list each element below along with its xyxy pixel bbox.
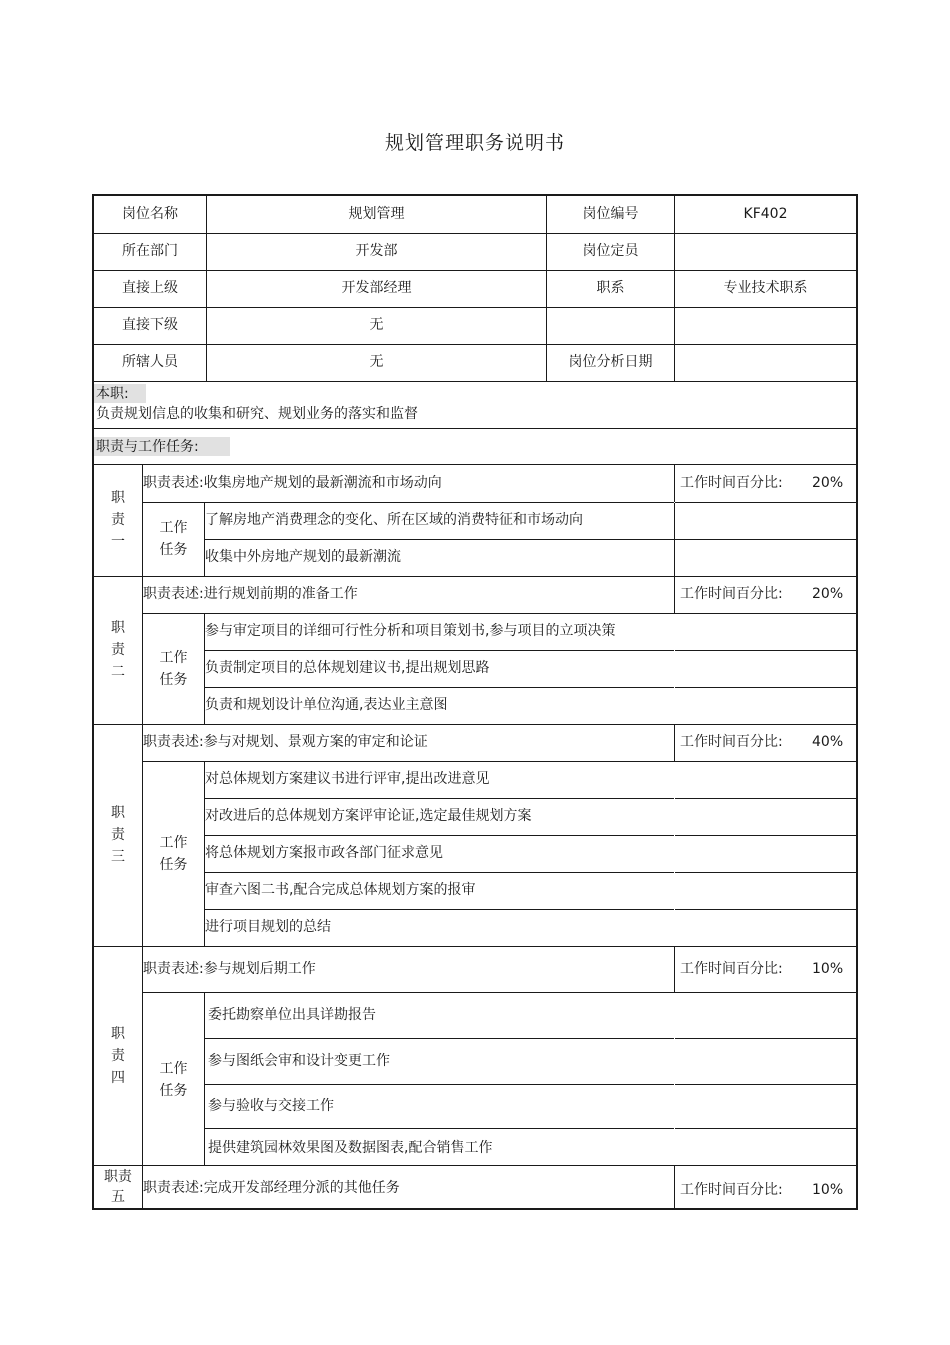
work-task: 提供建筑园林效果图及数据图表,配合销售工作 — [208, 1140, 493, 1156]
time-percent-label: 工作时间百分比: — [680, 734, 783, 750]
work-task: 将总体规划方案报市政各部门征求意见 — [205, 845, 443, 861]
work-task: 委托勘察单位出具详勘报告 — [208, 1007, 376, 1023]
work-task: 收集中外房地产规划的最新潮流 — [205, 549, 401, 565]
duty-label-line: 责 — [111, 512, 125, 528]
work-task-label-line: 任务 — [159, 542, 188, 558]
time-percent-label: 工作时间百分比: — [680, 586, 783, 602]
label-department: 所在部门 — [122, 243, 178, 259]
duty-label-line: 职 — [111, 805, 125, 821]
duty-description: 职责表述:进行规划前期的准备工作 — [143, 586, 358, 602]
duty-label-line: 一 — [111, 534, 125, 550]
duty-label-line: 责 — [111, 642, 125, 658]
job-description-table — [92, 194, 858, 1210]
time-percent-value: 20% — [812, 586, 844, 602]
page-title: 规划管理职务说明书 — [384, 132, 565, 154]
value-direct-superior: 开发部经理 — [341, 280, 412, 296]
time-percent-value: 10% — [812, 1182, 844, 1198]
duties-title: 职责与工作任务: — [96, 439, 199, 455]
label-headcount: 岗位定员 — [582, 243, 639, 259]
time-percent-value: 40% — [812, 734, 844, 750]
duty-label-line: 职责 — [104, 1169, 132, 1185]
duty-label-line: 职 — [111, 1026, 125, 1042]
work-task: 对改进后的总体规划方案评审论证,选定最佳规划方案 — [205, 808, 532, 824]
work-task-label-line: 工作 — [159, 1061, 188, 1077]
work-task: 参与图纸会审和设计变更工作 — [208, 1053, 390, 1069]
label-direct-subordinate: 直接下级 — [122, 317, 178, 333]
time-percent-value: 20% — [812, 475, 844, 491]
duty-label-line: 二 — [111, 664, 125, 680]
label-position-code: 岗位编号 — [582, 206, 639, 222]
work-task-label-line: 任务 — [159, 672, 188, 688]
duty-label-line: 职 — [111, 620, 125, 636]
label-position-name: 岗位名称 — [122, 206, 178, 222]
work-task-label-line: 工作 — [159, 835, 188, 851]
work-task: 了解房地产消费理念的变化、所在区域的消费特征和市场动向 — [205, 512, 583, 528]
work-task-label-line: 任务 — [159, 857, 188, 873]
value-job-family: 专业技术职系 — [723, 280, 808, 296]
work-task-label-line: 工作 — [159, 520, 188, 536]
value-position-name: 规划管理 — [348, 206, 405, 222]
duty-label-line: 五 — [111, 1189, 125, 1205]
label-staff: 所辖人员 — [122, 354, 178, 370]
role-label: 本职: — [96, 386, 129, 402]
work-task-label-line: 任务 — [159, 1083, 188, 1099]
work-task: 对总体规划方案建议书进行评审,提出改进意见 — [205, 771, 490, 787]
role-text: 负责规划信息的收集和研究、规划业务的落实和监督 — [96, 406, 418, 422]
label-job-family: 职系 — [596, 280, 625, 296]
work-task: 负责制定项目的总体规划建议书,提出规划思路 — [205, 660, 490, 676]
time-percent-label: 工作时间百分比: — [680, 1182, 783, 1198]
time-percent-label: 工作时间百分比: — [680, 475, 783, 491]
work-task: 参与验收与交接工作 — [208, 1098, 334, 1114]
value-position-code: KF402 — [743, 206, 788, 222]
duty-label-line: 四 — [111, 1070, 125, 1086]
duty-label-line: 责 — [111, 827, 125, 843]
value-direct-subordinate: 无 — [369, 317, 384, 333]
label-analysis-date: 岗位分析日期 — [568, 354, 653, 370]
duty-label-line: 职 — [111, 490, 125, 506]
label-direct-superior: 直接上级 — [122, 280, 178, 296]
work-task: 负责和规划设计单位沟通,表达业主意图 — [205, 697, 448, 713]
duty-description: 职责表述:完成开发部经理分派的其他任务 — [143, 1180, 400, 1196]
value-staff: 无 — [369, 354, 384, 370]
duty-label-line: 责 — [111, 1048, 125, 1064]
duty-description: 职责表述:参与对规划、景观方案的审定和论证 — [143, 734, 428, 750]
duty-label-line: 三 — [111, 849, 125, 865]
work-task-label-line: 工作 — [159, 650, 188, 666]
time-percent-value: 10% — [812, 961, 844, 977]
work-task: 审查六图二书,配合完成总体规划方案的报审 — [205, 882, 476, 898]
duty-description: 职责表述:收集房地产规划的最新潮流和市场动向 — [143, 475, 442, 491]
value-department: 开发部 — [355, 243, 398, 259]
work-task: 参与审定项目的详细可行性分析和项目策划书,参与项目的立项决策 — [205, 623, 616, 639]
duty-description: 职责表述:参与规划后期工作 — [143, 961, 316, 977]
time-percent-label: 工作时间百分比: — [680, 961, 783, 977]
work-task: 进行项目规划的总结 — [205, 919, 331, 935]
